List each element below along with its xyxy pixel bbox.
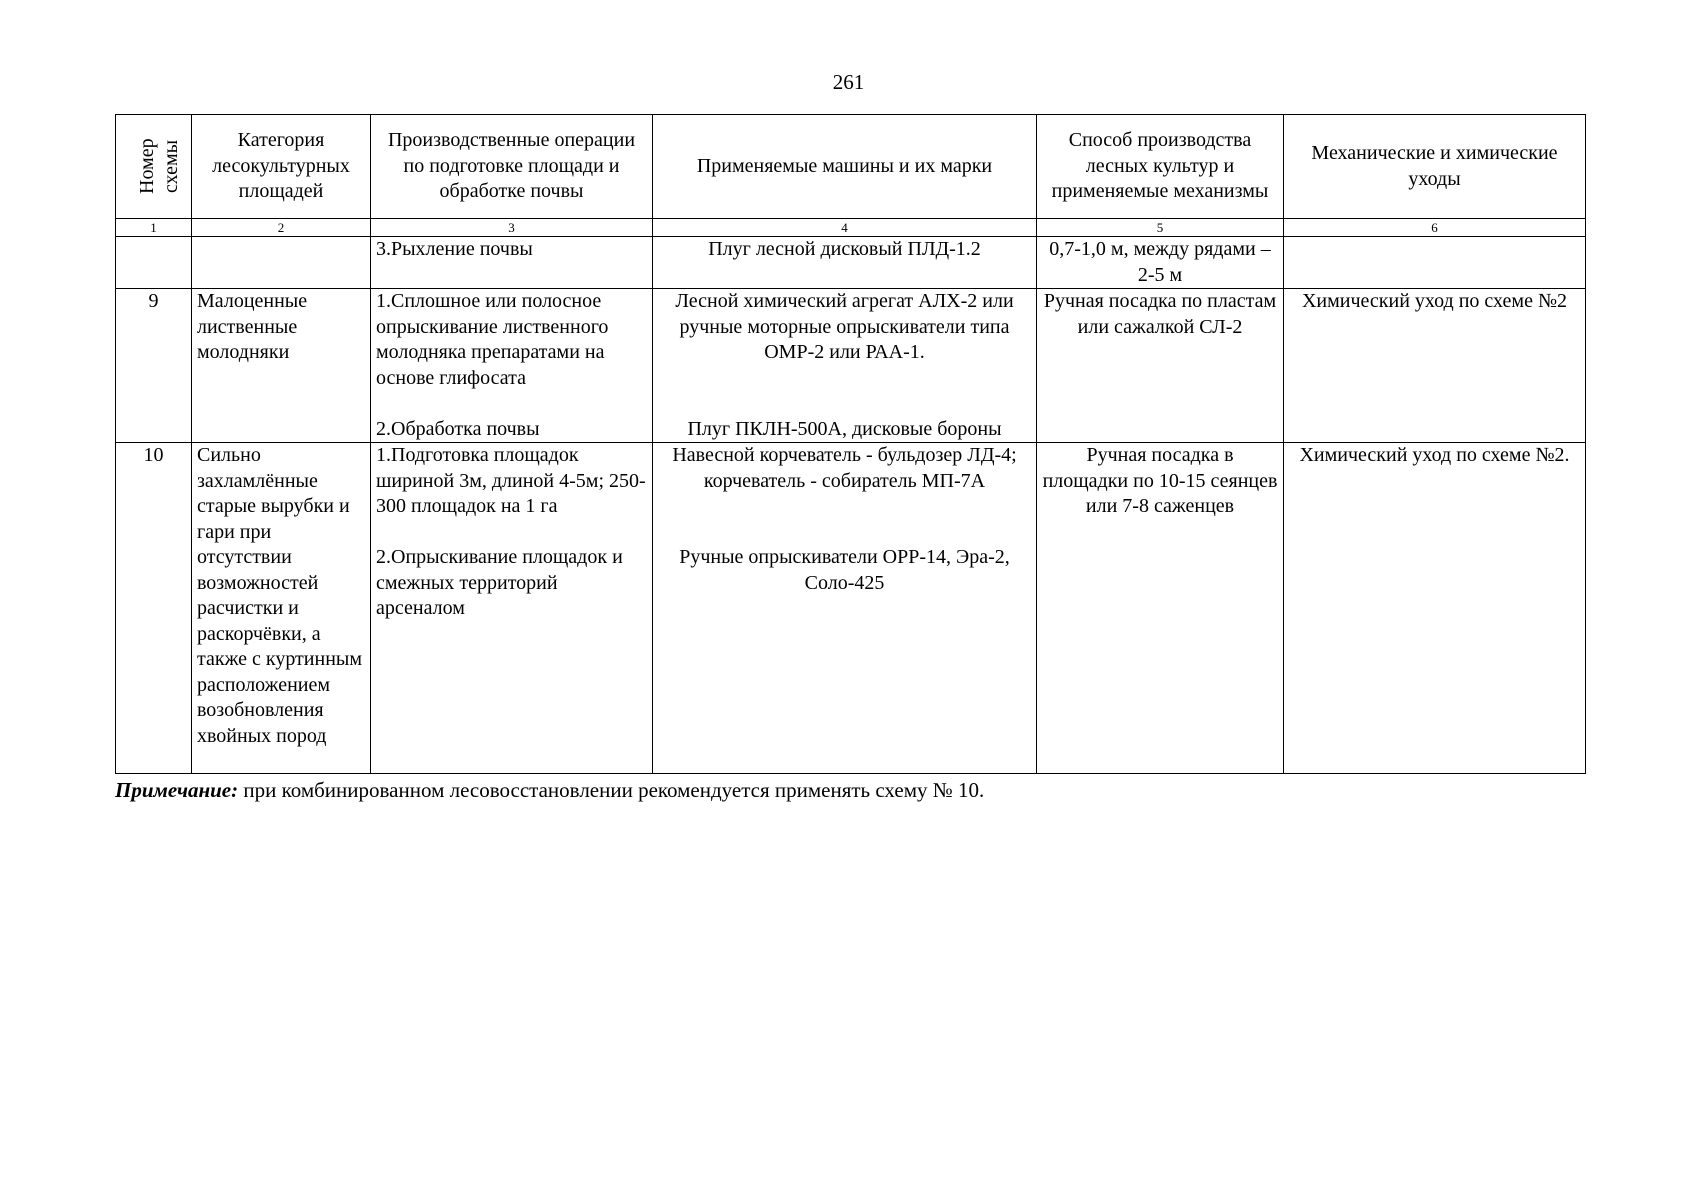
column-number-row bbox=[116, 219, 1586, 237]
cell-care bbox=[1284, 237, 1586, 289]
table-row bbox=[116, 237, 1586, 289]
header-row bbox=[116, 115, 1586, 219]
cell-category: Сильно захламлённые старые вырубки и гари при отсутствии возможностей расчистки и раскорчёвки, а также с куртинным расположением возобновления хвойных пород bbox=[192, 443, 371, 774]
column-number: 6 bbox=[1284, 219, 1586, 237]
cell-scheme-number: 10 bbox=[116, 443, 192, 774]
machine-text: Ручные опрыскиватели ОРР-14, Эра-2, Соло-425 bbox=[679, 546, 1010, 594]
cell-method: Ручная посадка в площадки по 10-15 сеянцев или 7-8 саженцев bbox=[1037, 443, 1284, 774]
column-number: 4 bbox=[653, 219, 1037, 237]
cell-operations bbox=[371, 237, 653, 289]
machine-text: Плуг ПКЛН-500А, дисковые бороны bbox=[687, 417, 1002, 440]
machine-text: Лесной химический агрегат АЛХ-2 или ручные моторные опрыскиватели типа ОМР-2 или РАА-1. bbox=[675, 290, 1014, 363]
operation-text: 2.Обработка почвы bbox=[376, 417, 540, 440]
operation-text: 3.Рыхление почвы bbox=[376, 238, 533, 260]
header-scheme-number: Номер схемы bbox=[116, 115, 192, 219]
table-row bbox=[116, 289, 1586, 443]
cell-category bbox=[192, 237, 371, 289]
column-number: 1 bbox=[116, 219, 192, 237]
header-operations: Производственные операции по подготовке площади и обработке почвы bbox=[371, 115, 653, 219]
cell-category: Малоценные лиственные молодняки bbox=[192, 289, 371, 443]
cell-scheme-number bbox=[116, 237, 192, 289]
page-number: 261 bbox=[832, 70, 865, 94]
cell-scheme-number: 9 bbox=[116, 289, 192, 443]
forest-crops-table bbox=[115, 114, 1586, 774]
header-category: Категория лесокультурных площадей bbox=[192, 115, 371, 219]
table-row bbox=[116, 443, 1586, 774]
header-method: Способ производства лесных культур и применяемые механизмы bbox=[1037, 115, 1284, 219]
note-text: при комбинированном лесовосстановлении рекомендуется применять схему № 10. bbox=[238, 778, 985, 802]
operation-text: 1.Сплошное или полосное опрыскивание лиственного молодняка препаратами на основе глифосата bbox=[376, 290, 609, 389]
column-number: 5 bbox=[1037, 219, 1284, 237]
operation-text: 2.Опрыскивание площадок и смежных территорий арсеналом bbox=[376, 546, 623, 619]
column-number: 3 bbox=[371, 219, 653, 237]
machine-text: Навесной корчеватель - бульдозер ЛД-4; корчеватель - собиратель МП-7А bbox=[672, 444, 1017, 492]
note-label: Примечание: bbox=[115, 778, 239, 802]
cell-operations bbox=[371, 289, 653, 443]
header-care: Механические и химические уходы bbox=[1284, 115, 1586, 219]
cell-care: Химический уход по схеме №2 bbox=[1284, 289, 1586, 443]
machine-text: Плуг лесной дисковый ПЛД-1.2 bbox=[708, 238, 981, 260]
operation-text: 1.Подготовка площадок шириной 3м, длиной 4-5м; 250-300 площадок на 1 га bbox=[376, 444, 646, 517]
cell-method: 0,7-1,0 м, между рядами – 2-5 м bbox=[1037, 237, 1284, 289]
cell-machines bbox=[653, 289, 1037, 443]
cell-care: Химический уход по схеме №2. bbox=[1284, 443, 1586, 774]
cell-operations bbox=[371, 443, 653, 774]
table-note bbox=[115, 778, 984, 803]
cell-machines bbox=[653, 443, 1037, 774]
column-number: 2 bbox=[192, 219, 371, 237]
cell-machines bbox=[653, 237, 1037, 289]
header-machines: Применяемые машины и их марки bbox=[653, 115, 1037, 219]
cell-method: Ручная посадка по пластам или сажалкой СЛ-2 bbox=[1037, 289, 1284, 443]
